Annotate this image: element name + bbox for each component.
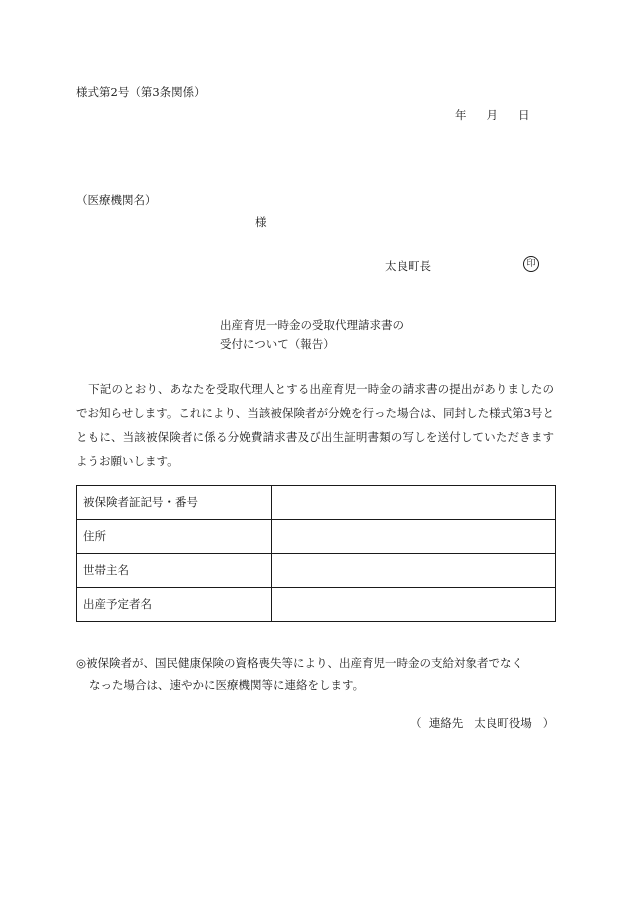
date-month: 月 <box>486 108 498 122</box>
document-title-line1: 出産育児一時金の受取代理請求書の <box>220 318 404 332</box>
table-value-field[interactable] <box>272 554 556 588</box>
date-year: 年 <box>455 108 467 122</box>
info-table <box>76 485 556 622</box>
contact-label: 連絡先 <box>428 716 464 730</box>
table-value-field[interactable] <box>272 486 556 520</box>
contact-close-paren: ） <box>542 716 555 730</box>
note-line1: ◎被保険者が、国民健康保険の資格喪失等により、出産育児一時金の支給対象者でなく <box>76 656 524 670</box>
note-line2: なった場合は、速やかに医療機関等に連絡をします。 <box>89 678 365 692</box>
recipient-organization: （医療機関名） <box>76 193 157 207</box>
table-value-field[interactable] <box>272 588 556 622</box>
date-day: 日 <box>518 108 530 122</box>
document-title-line2: 受付について（報告） <box>220 337 335 351</box>
table-label: 世帯主名 <box>77 554 272 588</box>
body-paragraph-text: 下記のとおり、あなたを受取代理人とする出産育児一時金の請求書の提出がありましたのでお知らせします。これにより、当該被保険者が分娩を行った場合は、同封した様式第3号とともに、当該被保険者に係る分娩費請求書及び出生証明書類の写しを送付していただきますようお願いします。 <box>76 382 554 468</box>
form-number: 様式第2号（第3条関係） <box>76 85 206 99</box>
seal-mark: 印 <box>523 256 539 272</box>
table-label: 被保険者証記号・番号 <box>77 486 272 520</box>
table-row <box>77 520 556 554</box>
contact-line <box>410 716 554 731</box>
table-label: 住所 <box>77 520 272 554</box>
body-paragraph <box>76 377 554 473</box>
document-title <box>220 316 404 354</box>
contact-office: 太良町役場 <box>474 716 532 730</box>
recipient-honorific: 様 <box>255 215 267 229</box>
table-row <box>77 486 556 520</box>
table-label: 出産予定者名 <box>77 588 272 622</box>
date-line <box>455 108 530 123</box>
note <box>76 652 556 696</box>
sender-title: 太良町長 <box>385 259 431 273</box>
table-row <box>77 588 556 622</box>
table-value-field[interactable] <box>272 520 556 554</box>
contact-open-paren: （ <box>410 716 422 730</box>
table-row <box>77 554 556 588</box>
